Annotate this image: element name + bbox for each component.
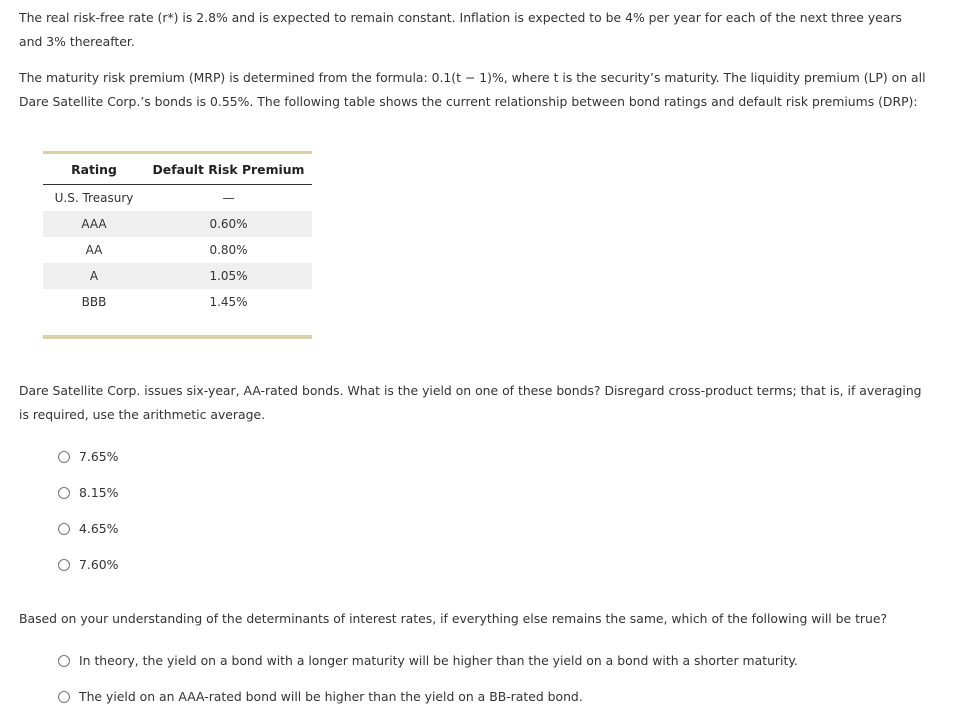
option-label: 7.65% [79, 449, 119, 464]
question-2-text: Based on your understanding of the determinants of interest rates, if everything else remains the same, which of the following will be true? [19, 611, 888, 626]
drp-cell: — [222, 191, 235, 205]
intro-paragraph-2: The maturity risk premium (MRP) is determined from the formula: 0.1(t − 1)%, where t is the security’s maturity. The liquidity premium (LP) on all Dare Satellite Corp.’s bonds is 0.55%. The following table shows the current relationship between bond ratings and default risk premiums (DRP): [19, 70, 926, 109]
header-rating: Rating [43, 154, 145, 185]
drp-cell: 1.05% [145, 263, 312, 289]
rating-cell: U.S. Treasury [54, 191, 134, 205]
radio-button[interactable] [58, 655, 70, 667]
table-row [43, 211, 312, 237]
radio-button[interactable] [58, 559, 70, 571]
radio-button[interactable] [58, 487, 70, 499]
table-row [43, 263, 312, 289]
option-label: 7.60% [79, 557, 119, 572]
q2-option-2[interactable] [58, 687, 583, 707]
question-1-text: Dare Satellite Corp. issues six-year, AA-rated bonds. What is the yield on one of these bonds? Disregard cross-product terms; that is, if averaging is required, use the arithmetic average. [19, 383, 922, 422]
header-drp: Default Risk Premium [145, 154, 312, 185]
rating-cell: AAA [43, 211, 145, 237]
table-row [43, 185, 312, 212]
q2-option-1[interactable] [58, 651, 798, 671]
q1-option-1[interactable] [58, 447, 118, 467]
drp-table [43, 151, 312, 339]
radio-button[interactable] [58, 451, 70, 463]
drp-cell: 0.80% [209, 243, 248, 257]
radio-button[interactable] [58, 523, 70, 535]
table-row [43, 237, 312, 263]
option-label: 4.65% [79, 521, 119, 536]
radio-button[interactable] [58, 691, 70, 703]
option-label: 8.15% [79, 485, 119, 500]
drp-cell: 0.60% [145, 211, 312, 237]
rating-cell: AA [85, 243, 103, 257]
q1-option-2[interactable] [58, 483, 118, 503]
table-bottom-rule [43, 335, 312, 339]
intro-paragraph-1: The real risk-free rate (r*) is 2.8% and is expected to remain constant. Inflation is expected to be 4% per year for each of the next three years and 3% thereafter. [19, 10, 902, 49]
rating-cell: A [43, 263, 145, 289]
q1-option-3[interactable] [58, 519, 118, 539]
option-label: In theory, the yield on a bond with a longer maturity will be higher than the yield on a bond with a shorter maturity. [79, 653, 798, 668]
option-label: The yield on an AAA-rated bond will be higher than the yield on a BB-rated bond. [79, 689, 583, 704]
rating-cell: BBB [81, 295, 107, 309]
q1-option-4[interactable] [58, 555, 118, 575]
table-row [43, 289, 312, 315]
drp-cell: 1.45% [209, 295, 248, 309]
